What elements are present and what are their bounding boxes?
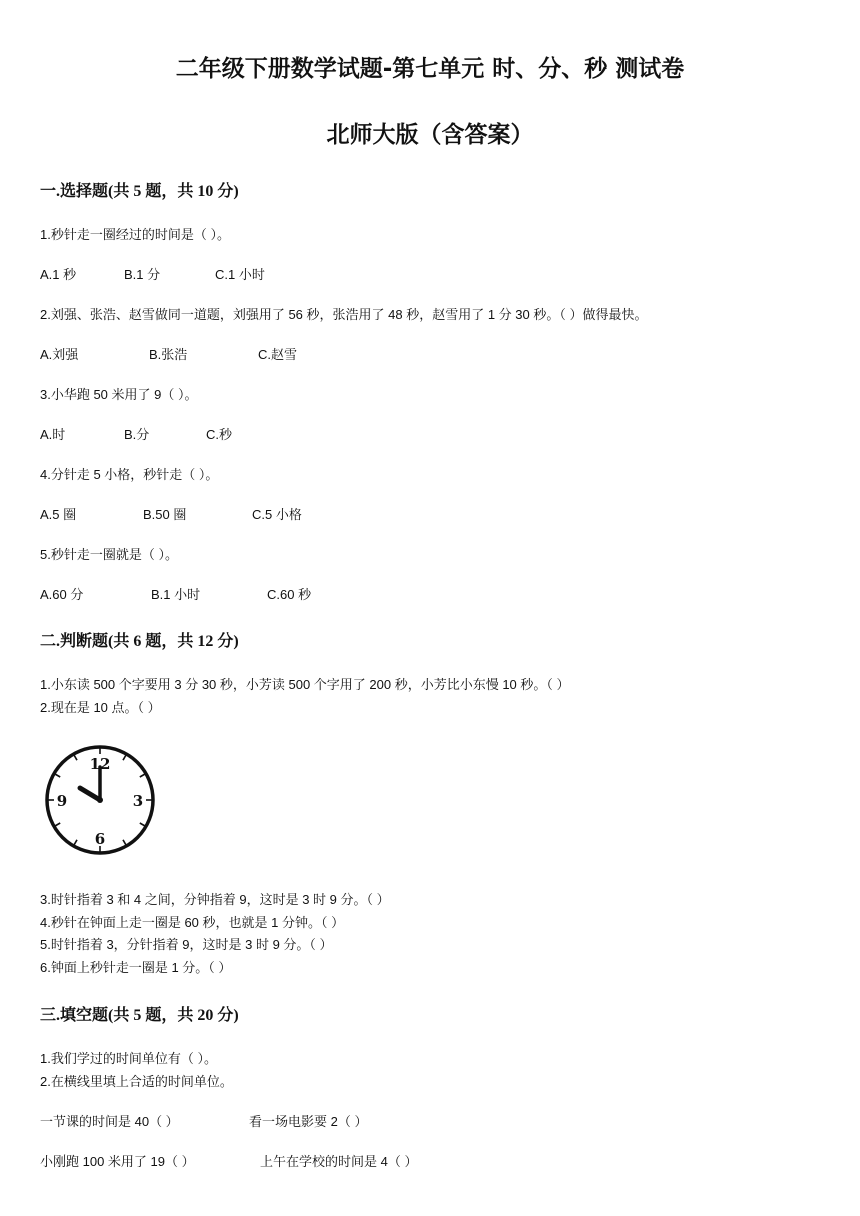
choice-q5-option-c: C.60 秒 xyxy=(267,587,312,602)
clock-face-image xyxy=(42,743,160,857)
judge-question-6: 6.钟面上秒针走一圈是 1 分。（ ） xyxy=(40,960,232,975)
choice-q5-option-a: A.60 分 xyxy=(40,587,84,602)
judge-question-1: 1.小东读 500 个字要用 3 分 30 秒，小芳读 500 个字用了 200 秒，小芳比小东慢 10 秒。（ ） xyxy=(40,677,570,692)
choice-question-1: 1.秒针走一圈经过的时间是（ ）。 xyxy=(40,227,230,242)
section-heading-judge: 二.判断题(共 6 题，共 12 分) xyxy=(40,633,239,650)
choice-q4-option-a: A.5 圈 xyxy=(40,507,77,522)
choice-q4-option-b: B.50 圈 xyxy=(143,507,187,522)
choice-q3-option-b: B.分 xyxy=(124,427,150,442)
clock-number-6: 6 xyxy=(94,830,106,848)
choice-question-3: 3.小华跑 50 米用了 9（ ）。 xyxy=(40,387,198,402)
clock-number-12: 12 xyxy=(89,755,111,773)
fill-item-run-time: 小刚跑 100 米用了 19（ ） xyxy=(40,1154,195,1169)
choice-q2-option-c: C.赵雪 xyxy=(258,347,298,362)
choice-q3-option-c: C.秒 xyxy=(206,427,233,442)
fill-question-1: 1.我们学过的时间单位有（ ）。 xyxy=(40,1051,217,1066)
page-subtitle: 北师大版（含答案） xyxy=(326,122,534,148)
section-heading-fill: 三.填空题(共 5 题，共 20 分) xyxy=(40,1007,239,1024)
clock-number-9: 9 xyxy=(56,792,68,810)
fill-question-2: 2.在横线里填上合适的时间单位。 xyxy=(40,1074,233,1089)
judge-question-3: 3.时针指着 3 和 4 之间，分钟指着 9，这时是 3 时 9 分。（ ） xyxy=(40,892,390,907)
choice-q1-option-a: A.1 秒 xyxy=(40,267,77,282)
choice-q1-option-b: B.1 分 xyxy=(124,267,161,282)
judge-question-4: 4.秒针在钟面上走一圈是 60 秒，也就是 1 分钟。（ ） xyxy=(40,915,345,930)
choice-q1-option-c: C.1 小时 xyxy=(215,267,265,282)
choice-q2-option-a: A.刘强 xyxy=(40,347,79,362)
fill-item-class-length: 一节课的时间是 40（ ） xyxy=(40,1114,179,1129)
choice-question-2: 2.刘强、张浩、赵雪做同一道题，刘强用了 56 秒，张浩用了 48 秒，赵雪用了 1 分 30 秒。（ ）做得最快。 xyxy=(40,307,648,322)
choice-q5-option-b: B.1 小时 xyxy=(151,587,201,602)
fill-item-movie-length: 看一场电影要 2（ ） xyxy=(249,1114,368,1129)
choice-question-4: 4.分针走 5 小格，秒针走（ ）。 xyxy=(40,467,219,482)
page-title: 二年级下册数学试题-第七单元 时、分、秒 测试卷 xyxy=(175,56,685,82)
clock-center xyxy=(97,797,103,803)
choice-q2-option-b: B.张浩 xyxy=(149,347,188,362)
choice-question-5: 5.秒针走一圈就是（ ）。 xyxy=(40,547,178,562)
clock-number-3: 3 xyxy=(132,792,144,810)
judge-question-2: 2.现在是 10 点。（ ） xyxy=(40,700,161,715)
judge-question-5: 5.时针指着 3，分针指着 9，这时是 3 时 9 分。（ ） xyxy=(40,937,333,952)
section-heading-choice: 一.选择题(共 5 题，共 10 分) xyxy=(40,183,239,200)
choice-q3-option-a: A.时 xyxy=(40,427,66,442)
fill-item-school-time: 上午在学校的时间是 4（ ） xyxy=(260,1154,418,1169)
choice-q4-option-c: C.5 小格 xyxy=(252,507,302,522)
